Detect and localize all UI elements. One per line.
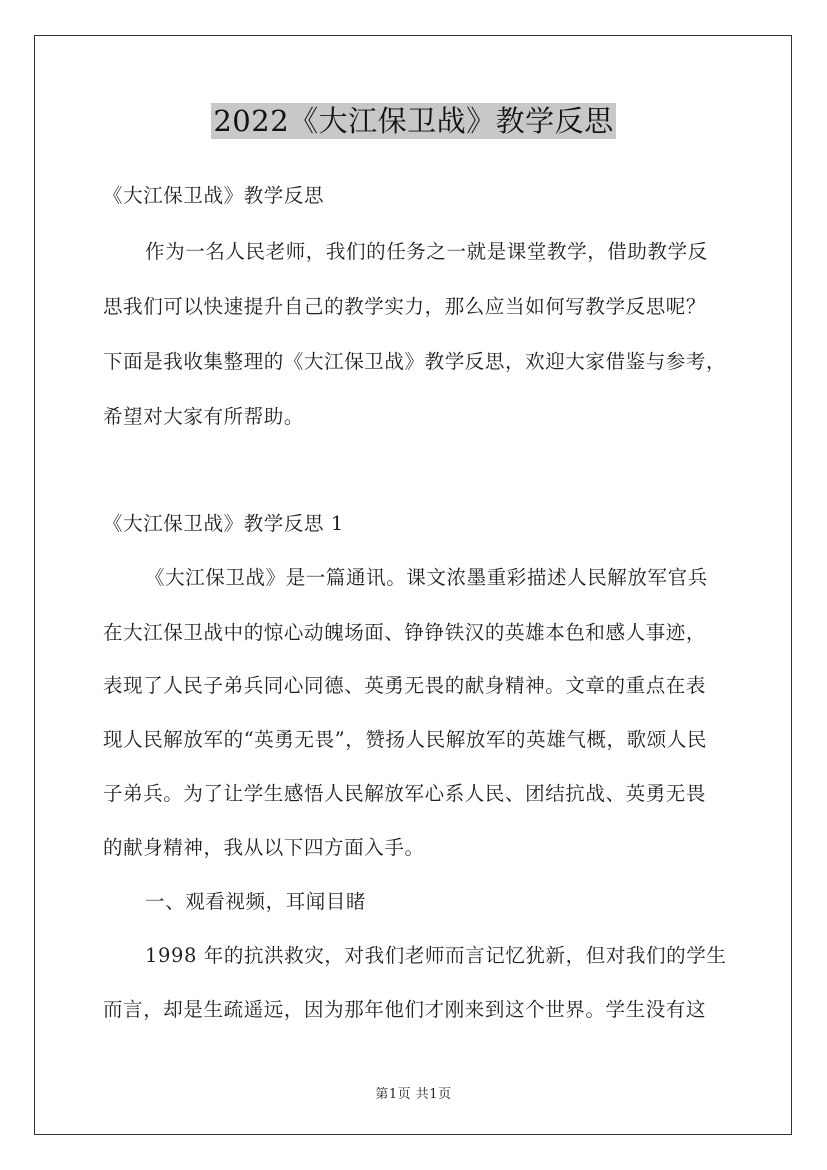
intro-line: 作为一名人民老师，我们的任务之一就是课堂教学，借助教学反 [145, 240, 708, 263]
paragraph-line: 1998 年的抗洪救灾，对我们老师而言记忆犹新，但对我们的学生 [145, 944, 727, 967]
subtitle: 《大江保卫战》教学反思 [103, 184, 325, 207]
paragraph-line: 在大江保卫战中的惊心动魄场面、铮铮铁汉的英雄本色和感人事迹， [103, 621, 707, 644]
paragraph-line: 《大江保卫战》是一篇通讯。课文浓墨重彩描述人民解放军官兵 [145, 566, 708, 589]
document-title: 2022《大江保卫战》教学反思 [213, 104, 614, 138]
paragraph-line: 的献身精神，我从以下四方面入手。 [103, 836, 425, 859]
document-body [103, 0, 733, 1170]
intro-line: 下面是我收集整理的《大江保卫战》教学反思，欢迎大家借鉴与参考， [103, 350, 727, 373]
intro-line: 思我们可以快速提升自己的教学实力，那么应当如何写教学反思呢？ [103, 295, 707, 318]
section-heading: 《大江保卫战》教学反思 1 [103, 512, 344, 535]
page-number-footer: 第1页 共1页 [375, 1087, 452, 1102]
intro-line: 希望对大家有所帮助。 [103, 405, 305, 428]
paragraph-line: 现人民解放军的“英勇无畏”，赞扬人民解放军的英雄气概，歌颂人民 [103, 728, 708, 751]
paragraph-line: 子弟兵。为了让学生感悟人民解放军心系人民、团结抗战、英勇无畏 [103, 782, 707, 805]
paragraph-line: 表现了人民子弟兵同心同德、英勇无畏的献身精神。文章的重点在表 [103, 674, 707, 697]
paragraph-line: 而言，却是生疏遥远，因为那年他们才刚来到这个世界。学生没有这 [103, 998, 707, 1021]
point-heading: 一、观看视频，耳闻目睹 [145, 890, 367, 913]
